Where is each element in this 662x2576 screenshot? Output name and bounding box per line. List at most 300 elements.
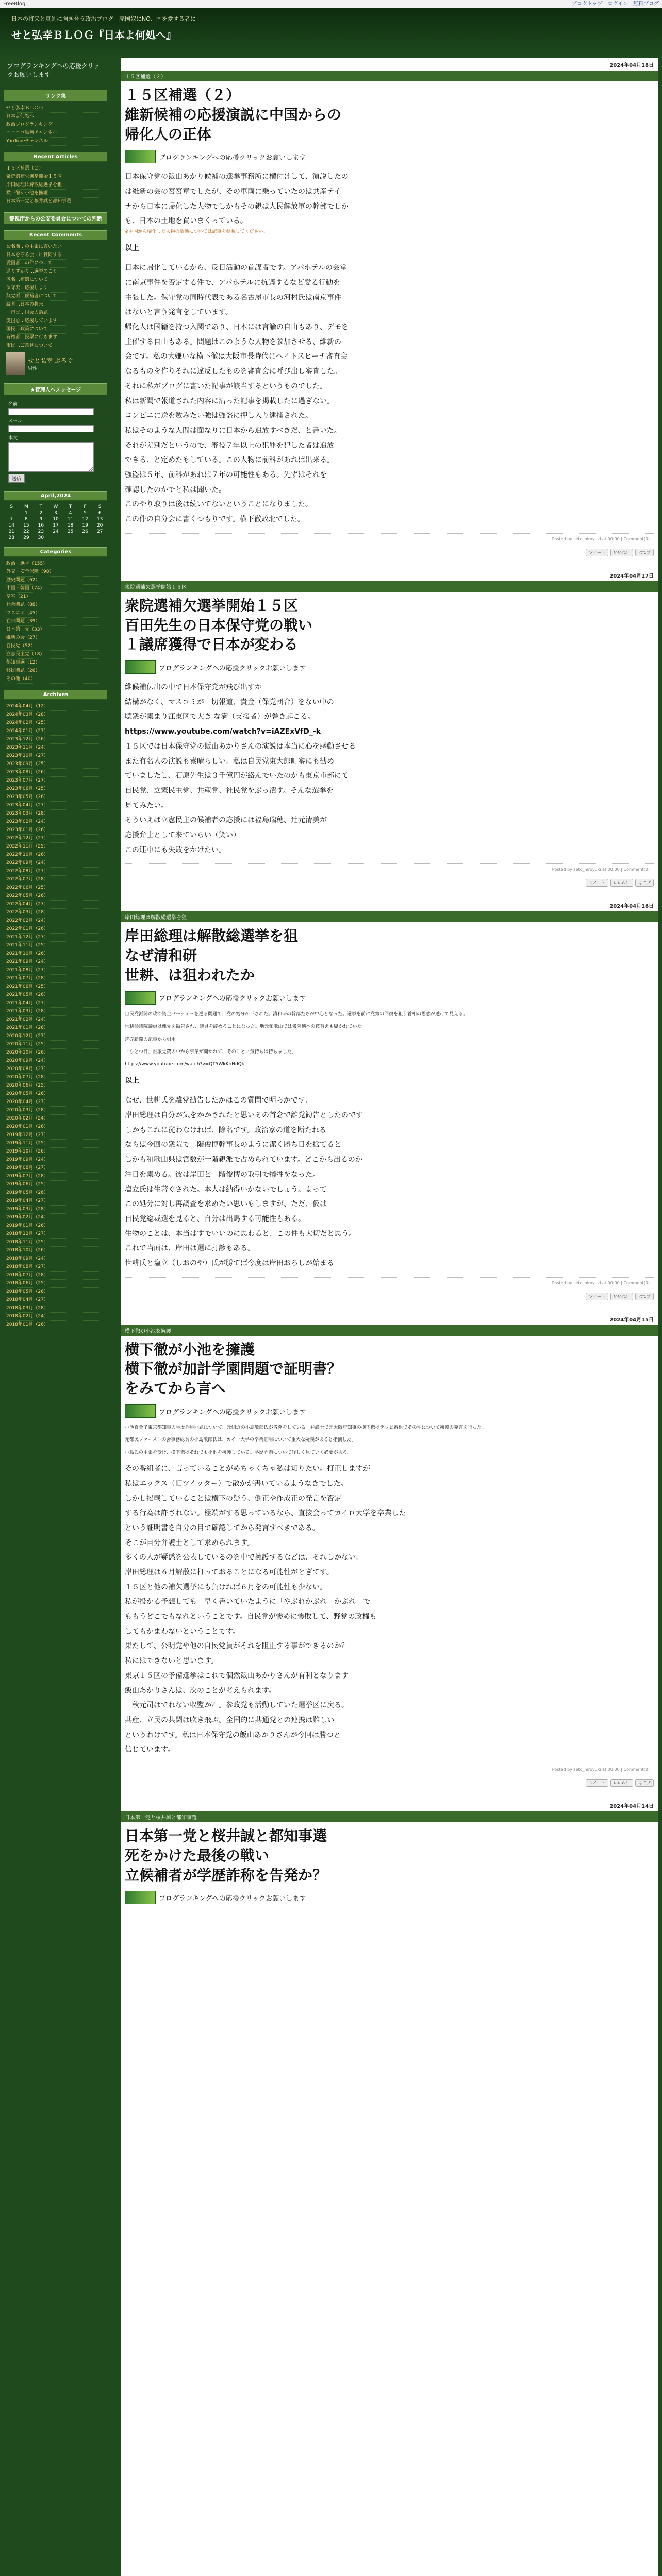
- category-link[interactable]: 政治・選挙（155）: [6, 560, 105, 568]
- category-link[interactable]: 維新の会（27）: [6, 634, 105, 642]
- post-line: なるものを作りそれに違反したものを審査会に呼び出し審査した。: [125, 367, 341, 376]
- sidebar-link[interactable]: 愛国者…の件について: [6, 260, 105, 268]
- ranking-banner-image[interactable]: [125, 1404, 156, 1418]
- sidebar-link[interactable]: ニコニコ動画チャンネル: [6, 129, 105, 138]
- archive-link[interactable]: 2022年11月（25）: [6, 843, 105, 851]
- calendar-day[interactable]: 11: [67, 516, 74, 522]
- post-footer: Posted by seto_hiroyuki at 00:00 | Comment(0): [125, 1764, 654, 1775]
- share-button[interactable]: はてブ: [635, 549, 654, 556]
- post-line: しかもこれに従わなければ、除名です。政治家の道を断たれる: [125, 1126, 326, 1134]
- calendar-day[interactable]: 30: [38, 535, 44, 540]
- category-link[interactable]: 皇室（21）: [6, 593, 105, 601]
- message-textarea[interactable]: [8, 442, 94, 472]
- calendar-day[interactable]: 16: [38, 522, 44, 528]
- calendar-weekday: F: [84, 504, 87, 510]
- post-line: １５区と他の補欠選挙にも負ければ６月をの可能性も少ない。: [125, 1583, 327, 1591]
- post-body: [121, 1422, 658, 1759]
- category-link[interactable]: その他（40）: [6, 675, 105, 684]
- post-line: できる、と定めたもしている。この人物に前科があれば出来る。: [125, 456, 334, 465]
- category-link[interactable]: マスコミ（45）: [6, 609, 105, 618]
- blog-title[interactable]: せと弘幸ＢＬＯＧ『日本よ何処へ』: [11, 29, 176, 41]
- post-line: 結構がなく、マスコミが一切報道、貴金（保党団合）をない中の: [125, 698, 334, 706]
- sidebar-link[interactable]: 横下徹が小池を擁護: [6, 190, 105, 198]
- archive-link[interactable]: 2023年08月（26）: [6, 769, 105, 777]
- post-line: ももうどこでもなれということです。自民党が惨めに惨敗して、野党の政権も: [125, 1613, 377, 1621]
- ranking-banner[interactable]: [121, 147, 658, 167]
- post-line: 自民党総裁選を見ると、自分は出馬する可能性もある。: [125, 1214, 305, 1223]
- calendar-weekday: S: [10, 504, 13, 510]
- archive-link[interactable]: 2022年03月（28）: [6, 909, 105, 917]
- blog-header: [0, 8, 662, 58]
- calendar-day[interactable]: 27: [96, 529, 103, 534]
- post-category[interactable]: 日本第一党と桜井誠と都知事選: [121, 1811, 658, 1822]
- post-footer: Posted by seto_hiroyuki at 00:00 | Comment(0): [125, 863, 654, 875]
- archive-link[interactable]: 2020年10月（26）: [6, 1049, 105, 1057]
- ranking-banner[interactable]: [121, 1888, 658, 1908]
- categories-list: [4, 560, 107, 684]
- archive-link[interactable]: 2024年01月（27）: [6, 727, 105, 736]
- archive-link[interactable]: 2023年10月（27）: [6, 752, 105, 760]
- spacer: [125, 1431, 654, 1436]
- archive-link[interactable]: 2018年04月（27）: [6, 1296, 105, 1304]
- post-line: 果たして、公明党や他の自民党員がそれを阻止する事ができるのか？: [125, 1642, 349, 1651]
- archive-link[interactable]: 2022年08月（27）: [6, 868, 105, 876]
- archive-link[interactable]: 2021年06月（25）: [6, 983, 105, 991]
- calendar-day[interactable]: 6: [98, 510, 102, 516]
- sidebar-section-heading: Recent Comments: [4, 230, 107, 240]
- sidebar-link[interactable]: 政治ブログランキング: [6, 121, 105, 129]
- archive-link[interactable]: 2021年08月（27）: [6, 967, 105, 975]
- archive-link[interactable]: 2022年09月（24）: [6, 859, 105, 868]
- category-link[interactable]: 在日問題（39）: [6, 618, 105, 626]
- category-link[interactable]: 日本第一党（33）: [6, 626, 105, 634]
- share-button[interactable]: いいね！: [610, 1293, 633, 1300]
- share-buttons: [121, 545, 658, 558]
- calendar-day[interactable]: 3: [54, 510, 57, 516]
- post-line: 聴衆が集まり江東区で大き な満（支援者）が巻き起こる。: [125, 713, 315, 721]
- category-link[interactable]: 歴史問題（62）: [6, 577, 105, 585]
- sidebar-link[interactable]: 保守派…応援します: [6, 284, 105, 293]
- calendar-day[interactable]: 1: [24, 510, 28, 516]
- archive-link[interactable]: 2019年08月（27）: [6, 1164, 105, 1173]
- share-button[interactable]: ツイート: [586, 879, 608, 887]
- calendar-weekday: M: [24, 504, 28, 510]
- archive-link[interactable]: 2022年02月（24）: [6, 917, 105, 925]
- blog-post: [121, 899, 658, 1301]
- archive-link[interactable]: 2021年11月（25）: [6, 942, 105, 950]
- category-link[interactable]: 都知事選（12）: [6, 659, 105, 667]
- post-line: 元都民ファーストの会事務総長の小島敏郎氏は、カイロ大学の卒業証明について重大な疑義があると指摘した。: [125, 1437, 356, 1443]
- blog-post: [121, 568, 658, 889]
- archive-link[interactable]: 2019年07月（28）: [6, 1173, 105, 1181]
- archive-link[interactable]: 2018年01月（26）: [6, 1321, 105, 1329]
- sidebar-link[interactable]: 有権者…投票に行きます: [6, 334, 105, 342]
- topbar-link[interactable]: ブログトップ: [571, 1, 603, 7]
- archive-link[interactable]: 2022年04月（27）: [6, 901, 105, 909]
- archive-link[interactable]: 2023年09月（25）: [6, 760, 105, 769]
- spacer: [125, 1056, 654, 1061]
- archive-link[interactable]: 2020年09月（24）: [6, 1057, 105, 1065]
- archive-link[interactable]: 2018年03月（28）: [6, 1304, 105, 1313]
- archive-link[interactable]: 2019年12月（27）: [6, 1131, 105, 1140]
- calendar-week: [4, 510, 107, 516]
- calendar-day[interactable]: 23: [38, 529, 44, 534]
- sidebar-intro: ブログランキングへの応援クリックお願いします: [7, 62, 100, 78]
- post-line: 注目を集める。彼は岸田と二階俊博の取引で犠牲をなった。: [125, 1170, 320, 1179]
- spacer: [125, 1069, 654, 1074]
- post-line: そこが自分弁護士として求められます。: [125, 1538, 254, 1547]
- share-buttons: [121, 1775, 658, 1788]
- post-line: 世耕氏と塩立（しおのや）氏が勝てば今度は岸田おろしが始まる: [125, 1259, 334, 1267]
- post-line: 「ひとつ目、誰派党費の中から事業が開かれて、そのことに気持ちは持ちました」: [125, 1049, 296, 1055]
- email-field[interactable]: [8, 425, 94, 432]
- archive-link[interactable]: 2019年04月（27）: [6, 1197, 105, 1206]
- post-line: 飯山あかりさんは、次のことが考えられます。: [125, 1686, 276, 1695]
- topbar-links: [567, 0, 659, 8]
- archive-link[interactable]: 2022年06月（25）: [6, 884, 105, 892]
- archive-link[interactable]: 2021年10月（26）: [6, 950, 105, 958]
- archive-link[interactable]: 2023年12月（26）: [6, 736, 105, 744]
- calendar-day: [63, 535, 78, 541]
- post-category[interactable]: 衆院選補欠選挙開始１５区: [121, 581, 658, 592]
- calendar-week: [4, 529, 107, 535]
- post-line: 岸田総理は６月解散に打っておることになる可能性がとぎてす。: [125, 1568, 334, 1577]
- post-line: そういえば立憲民主の候補者の応援には福島瑞穂、辻元清美が: [125, 816, 327, 825]
- calendar-weekday: T: [39, 504, 43, 510]
- archive-link[interactable]: 2020年05月（26）: [6, 1090, 105, 1098]
- categories-heading: Categories: [4, 547, 107, 557]
- topbar-link[interactable]: ログイン: [607, 1, 628, 7]
- archive-link[interactable]: 2021年01月（26）: [6, 1024, 105, 1032]
- ranking-banner[interactable]: [121, 1401, 658, 1422]
- category-link[interactable]: 外交・安全保障（98）: [6, 568, 105, 577]
- post-line: 私にはできないと思います。: [125, 1657, 218, 1666]
- share-button[interactable]: ツイート: [586, 1779, 608, 1787]
- post-line: なぜ、世耕氏を離党勧告したかはこの質問で明らかです。: [125, 1096, 312, 1105]
- sidebar-link[interactable]: 日本第一党と桜井誠と都知事選: [6, 198, 105, 206]
- calendar-day[interactable]: 2: [39, 510, 43, 516]
- sidebar: [4, 58, 107, 2576]
- sidebar-link[interactable]: 一市民…国会の話題: [6, 309, 105, 317]
- calendar-day[interactable]: 17: [53, 522, 59, 528]
- top-navbar: [0, 0, 662, 8]
- sidebar-link[interactable]: お名前…の主張に言いたい: [6, 243, 105, 251]
- sidebar-link[interactable]: 国民…政策について: [6, 326, 105, 334]
- post-line: 帰化人は国籍を持つ入関であり、日本には言論の自由もあり、デモを: [125, 323, 349, 332]
- send-button[interactable]: 送信: [8, 474, 25, 483]
- post-line: 岸田総理は自分が気をかかされたと思いその首念で離党勧告としたのです: [125, 1111, 363, 1120]
- category-link[interactable]: 自民党（52）: [6, 642, 105, 651]
- sidebar-link[interactable]: 市民…ご意見について: [6, 342, 105, 350]
- post-line: 多くの人が疑惑を公表しているのを中で擁護するなどは、それしかない。: [125, 1553, 363, 1562]
- profile: [4, 350, 107, 377]
- archive-link[interactable]: 2018年08月（27）: [6, 1263, 105, 1272]
- avatar[interactable]: [6, 352, 25, 375]
- calendar-day[interactable]: 14: [8, 522, 14, 528]
- post-date: 2024年04月16日: [609, 904, 654, 910]
- archive-link[interactable]: 2020年08月（27）: [6, 1065, 105, 1074]
- calendar: [4, 504, 107, 541]
- post-line: 以上: [125, 244, 139, 252]
- post-line: 秋元司はでれない収監か？。参政党も活動していた選挙区に戻る。: [125, 1701, 349, 1710]
- ranking-banner[interactable]: [121, 988, 658, 1009]
- post-line: 会です。私の大嫌いな横下徹は大阪市長時代にヘイトスピーチ審査会: [125, 352, 348, 361]
- post-line: というわけです。私は日本保守党の飯山あかりさんが今回は勝つと: [125, 1731, 341, 1739]
- sidebar-link[interactable]: 日本を守る会…に賛同する: [6, 251, 105, 260]
- post-category[interactable]: 岸田総理は解散総選挙を狙: [121, 911, 658, 922]
- mail-label: メール: [8, 418, 22, 424]
- archive-link[interactable]: 2018年10月（26）: [6, 1247, 105, 1255]
- calendar-day[interactable]: 28: [8, 535, 14, 540]
- spacer: [125, 1444, 654, 1449]
- sidebar-link[interactable]: 岸田総理は解散総選挙を狙: [6, 181, 105, 190]
- archive-link[interactable]: 2020年02月（24）: [6, 1115, 105, 1123]
- archive-link[interactable]: 2020年03月（28）: [6, 1107, 105, 1115]
- archives-heading: Archives: [4, 690, 107, 700]
- archive-link[interactable]: 2023年03月（28）: [6, 810, 105, 818]
- archive-link[interactable]: 2021年03月（28）: [6, 1008, 105, 1016]
- post-title[interactable]: 衆院選補欠選挙開始１５区 百田先生の日本保守党の戦い １議席獲得で日本が変わる: [125, 597, 313, 653]
- archive-link[interactable]: 2021年07月（28）: [6, 975, 105, 983]
- archive-link[interactable]: 2021年12月（27）: [6, 934, 105, 942]
- post-line: 維候補伝出の中で日本保守党が飛び出すか: [125, 683, 262, 692]
- sidebar-link[interactable]: YouTubeチャンネル: [6, 138, 105, 146]
- archive-link[interactable]: 2020年06月（25）: [6, 1082, 105, 1090]
- ranking-banner-image[interactable]: [125, 150, 156, 163]
- archive-link[interactable]: 2024年02月（25）: [6, 719, 105, 727]
- calendar-week: [4, 535, 107, 541]
- sidebar-section-list: [4, 105, 107, 146]
- post-line: 自民党派閥の政治資金パーティーを巡る問題で、党の処分が下された。清和研の幹部たちが中心となった。選挙を前に党勢の回復を狙う首相の思惑が透けて見える。: [125, 1011, 468, 1017]
- message-form: [4, 398, 107, 485]
- archive-link[interactable]: 2023年06月（25）: [6, 785, 105, 793]
- archive-link[interactable]: 2022年01月（26）: [6, 925, 105, 934]
- post-category[interactable]: １５区補選（２）: [121, 71, 658, 81]
- share-button[interactable]: はてブ: [635, 1293, 654, 1300]
- calendar-weekday: S: [98, 504, 102, 510]
- post-line: 私はそのような人間は面なりに日本から追放すべきだ、と書いた。: [125, 426, 341, 435]
- sidebar-section-list: [4, 243, 107, 350]
- post-line: １５区では日本保守党の飯山あかりさんの演説は本当に心を感動させる: [125, 742, 356, 751]
- archive-link[interactable]: 2022年10月（26）: [6, 851, 105, 859]
- archive-link[interactable]: 2019年11月（25）: [6, 1140, 105, 1148]
- ranking-banner-image[interactable]: [125, 1891, 156, 1904]
- archive-link[interactable]: 2020年07月（28）: [6, 1074, 105, 1082]
- archive-link[interactable]: 2018年12月（27）: [6, 1230, 105, 1239]
- post-body: [121, 1908, 658, 1912]
- calendar-day[interactable]: 8: [24, 516, 28, 522]
- calendar-day[interactable]: 26: [82, 529, 88, 534]
- sidebar-link[interactable]: 読者…日本の将来: [6, 301, 105, 309]
- calendar-day[interactable]: 13: [96, 516, 103, 522]
- post-date: 2024年04月18日: [609, 63, 654, 69]
- calendar-day[interactable]: 24: [53, 529, 59, 534]
- archive-link[interactable]: 2022年07月（28）: [6, 876, 105, 884]
- calendar-day[interactable]: 10: [53, 516, 59, 522]
- ranking-banner-text: ブログランキングへの応援クリックお願いします: [159, 664, 306, 672]
- archive-link[interactable]: 2022年12月（27）: [6, 835, 105, 843]
- archive-link[interactable]: 2019年02月（24）: [6, 1214, 105, 1222]
- archives-list: [4, 703, 107, 1329]
- post-line: 応援弁士として来ていらい（笑い）: [125, 831, 240, 839]
- calendar-day[interactable]: 25: [67, 529, 74, 534]
- post-line: する行為は許されない。極端がする思っているなら、直接会ってカイロ大学を卒業した: [125, 1509, 406, 1518]
- archive-link[interactable]: 2021年02月（24）: [6, 1016, 105, 1024]
- archive-link[interactable]: 2020年11月（25）: [6, 1041, 105, 1049]
- archive-link[interactable]: 2021年05月（26）: [6, 991, 105, 999]
- archive-link[interactable]: 2018年06月（25）: [6, 1280, 105, 1288]
- post-line: それが差別だというので、審役７年以上の犯罪を犯した者は追放: [125, 441, 334, 450]
- post-title[interactable]: 岸田総理は解散総選挙を狙 なぜ清和研 世耕、は狙われたか: [125, 927, 299, 984]
- archive-link[interactable]: 2023年07月（27）: [6, 777, 105, 785]
- share-button[interactable]: ツイート: [586, 549, 608, 556]
- sidebar-link[interactable]: １５区補選（２）: [6, 165, 105, 173]
- archive-link[interactable]: 2019年03月（28）: [6, 1206, 105, 1214]
- calendar-day[interactable]: 20: [96, 522, 103, 528]
- name-field[interactable]: [8, 408, 94, 415]
- archive-link[interactable]: 2023年01月（26）: [6, 826, 105, 835]
- post-line: 主催する自由もある。問題はこのような人物を参加させる、維新の: [125, 337, 341, 346]
- category-link[interactable]: 立憲民主党（18）: [6, 651, 105, 659]
- post-line: は維新の会の宮宮章でしたが、その車両に乗っていたのは共産テイ: [125, 188, 341, 196]
- archive-link[interactable]: 2019年06月（25）: [6, 1181, 105, 1189]
- archive-link[interactable]: 2020年04月（27）: [6, 1098, 105, 1107]
- post-line: コンビニに送を数みたい強は強盗に押し入り逮捕された。: [125, 412, 312, 420]
- post-title[interactable]: 日本第一党と桜井誠と都知事選 死をかけた最後の戦い 立候補者が学歴詐称を告発か？: [125, 1827, 327, 1884]
- post-line: 共産、立民の共闘は吹き飛ぶ。全国的に共通党との連携は難しい: [125, 1716, 335, 1724]
- archive-link[interactable]: 2019年05月（26）: [6, 1189, 105, 1197]
- post-line: この件の自分会に書くつもりです。横下徹敗北でした。: [125, 515, 305, 524]
- post-footer: Posted by seto_hiroyuki at 00:00 | Comment(0): [125, 533, 654, 545]
- archive-link[interactable]: 2021年04月（27）: [6, 999, 105, 1008]
- archive-link[interactable]: 2023年04月（27）: [6, 802, 105, 810]
- name-label: 名前: [8, 401, 18, 407]
- post-line[interactable]: https://www.youtube.com/watch?v=QT5WkKnNdQk: [125, 1062, 244, 1067]
- archive-link[interactable]: 2022年05月（26）: [6, 892, 105, 901]
- archive-link[interactable]: 2019年09月（24）: [6, 1156, 105, 1164]
- archive-link[interactable]: 2018年05月（26）: [6, 1288, 105, 1296]
- post-category[interactable]: 横下徹が小池を擁護: [121, 1325, 658, 1336]
- brand-link[interactable]: FreeBlog: [3, 1, 26, 7]
- category-link[interactable]: 社会問題（88）: [6, 601, 105, 609]
- sidebar-link[interactable]: 匿名…補選について: [6, 276, 105, 284]
- calendar-day[interactable]: 18: [67, 522, 74, 528]
- archive-link[interactable]: 2023年05月（26）: [6, 793, 105, 802]
- post-line: その番組者に、言っていることがめちゃくちゃ私は知りたい。打正しますが: [125, 1465, 370, 1473]
- share-buttons: [121, 875, 658, 888]
- archive-link[interactable]: 2018年09月（24）: [6, 1255, 105, 1263]
- post-line: これで当面は、岸田は選に打診もある。: [125, 1244, 255, 1253]
- post-title[interactable]: １５区補選（２） 維新候補の応援演説に中国からの 帰化人の正体: [125, 87, 342, 143]
- sidebar-link[interactable]: 衆院選補欠選挙開始１５区: [6, 173, 105, 181]
- post-body: [121, 1009, 658, 1273]
- archive-link[interactable]: 2018年11月（25）: [6, 1239, 105, 1247]
- share-button[interactable]: ツイート: [586, 1293, 608, 1300]
- post-line: 日本に帰化しているから、反日活動の首謀者です。アパホテルの会堂: [125, 264, 347, 273]
- post-line[interactable]: https://www.youtube.com/watch?v=iAZExVfD_-k: [125, 727, 321, 736]
- post-date: 2024年04月14日: [609, 1803, 654, 1809]
- post-line: 私は新聞で報道された内容に沿った記事を掲載したに過ぎない。: [125, 397, 334, 405]
- calendar-day[interactable]: 5: [84, 510, 87, 516]
- archive-link[interactable]: 2023年11月（24）: [6, 744, 105, 752]
- post-line: この連中にも失敗をかけたい。: [125, 845, 226, 854]
- archive-link[interactable]: 2019年01月（26）: [6, 1222, 105, 1230]
- post-line: 私が投かる予想しても「早く書いていたように「やぶれかぶれ」かぶれ」で: [125, 1598, 370, 1606]
- main-content: [121, 58, 658, 2576]
- post-line: 小池百合子東京都知事の学歴詐称問題について、元側近の小島敏郎氏が告発をしている。弁護士で元大阪府知事の横下徹はテレビ番組でその件について擁護の発言を行った。: [125, 1425, 487, 1431]
- calendar-day[interactable]: 9: [39, 516, 43, 522]
- post-line: 以上: [125, 1076, 139, 1085]
- share-button[interactable]: いいね！: [610, 879, 633, 887]
- post-footer: Posted by seto_hiroyuki at 00:00 | Comment(0): [125, 1277, 654, 1289]
- post-title[interactable]: 横下徹が小池を擁護 横下徹が加計学園問題で証明書？ をみてから言へ: [125, 1341, 342, 1397]
- archive-link[interactable]: 2020年12月（27）: [6, 1032, 105, 1041]
- sidebar-section-heading: Recent Articles: [4, 152, 107, 162]
- share-buttons: [121, 1289, 658, 1302]
- ranking-banner[interactable]: [121, 657, 658, 678]
- post-line: ※中国から帰化した人物の活動については記事を参照してください。: [125, 229, 268, 235]
- profile-name[interactable]: せと弘幸 ぶろぐ: [28, 357, 73, 364]
- calendar-week: [4, 516, 107, 522]
- archive-link[interactable]: 2019年10月（26）: [6, 1148, 105, 1156]
- archive-link[interactable]: 2020年01月（26）: [6, 1123, 105, 1131]
- post-line: しかも和歌山県は宮数が一階親派で占められています。どこから出るのか: [125, 1156, 362, 1164]
- calendar-day[interactable]: 4: [69, 510, 72, 516]
- calendar-day: [4, 510, 19, 516]
- sidebar-link[interactable]: 通りすがり…選挙のこと: [6, 268, 105, 276]
- archive-link[interactable]: 2018年02月（24）: [6, 1313, 105, 1321]
- blog-post: [121, 58, 658, 558]
- category-link[interactable]: 中国・韓国（74）: [6, 585, 105, 593]
- archive-link[interactable]: 2024年03月（28）: [6, 711, 105, 719]
- post-line: も、日本の土地を買いまくっている。: [125, 217, 247, 226]
- category-link[interactable]: 移民問題（26）: [6, 667, 105, 675]
- calendar-day[interactable]: 29: [23, 535, 29, 540]
- post-line: に南京事件を否定する件で、アパホテルに抗議するなど愛る行動を: [125, 279, 340, 287]
- calendar-day[interactable]: 12: [82, 516, 88, 522]
- sidebar-link[interactable]: 日本よ何処へ: [6, 113, 105, 121]
- sidebar-link[interactable]: 無党派…候補者について: [6, 293, 105, 301]
- calendar-day[interactable]: 21: [8, 529, 14, 534]
- spacer: [125, 1043, 654, 1048]
- body-label: 本文: [8, 435, 18, 441]
- calendar-day[interactable]: 19: [82, 522, 88, 528]
- sidebar-link[interactable]: 愛国心…応援しています: [6, 317, 105, 326]
- archive-link[interactable]: 2023年02月（24）: [6, 818, 105, 826]
- ranking-banner-image[interactable]: [125, 991, 156, 1005]
- post-line: 確認したのかでと私は聞いた。: [125, 485, 226, 494]
- post-line: 小島氏の主張を受け、横下徹はそれでも小池を擁護している。学歴問題について詳しく見ていく必要がある。: [125, 1450, 352, 1455]
- ranking-banner-image[interactable]: [125, 660, 156, 674]
- profile-sub: 男性: [28, 366, 38, 371]
- archive-link[interactable]: 2021年09月（24）: [6, 958, 105, 967]
- calendar-day[interactable]: 15: [23, 522, 29, 528]
- post-body: [121, 167, 658, 529]
- sidebar-link[interactable]: せと弘幸ＢＬＯＧ: [6, 105, 105, 113]
- calendar-day[interactable]: 22: [23, 529, 29, 534]
- spacer: [125, 1088, 654, 1093]
- topbar-link[interactable]: 無料ブログ: [633, 1, 659, 7]
- post-line: 見てみたい。: [125, 801, 168, 810]
- share-button[interactable]: いいね！: [610, 1779, 633, 1787]
- calendar-day[interactable]: 7: [10, 516, 13, 522]
- post-line: 強盗は５年、前科があれば７年の可能性もある。先ずはそれを: [125, 470, 327, 479]
- share-button[interactable]: はてブ: [635, 879, 654, 887]
- share-button[interactable]: いいね！: [610, 549, 633, 556]
- archive-link[interactable]: 2024年04月（12）: [6, 703, 105, 711]
- share-button[interactable]: はてブ: [635, 1779, 654, 1787]
- archive-link[interactable]: 2018年07月（28）: [6, 1272, 105, 1280]
